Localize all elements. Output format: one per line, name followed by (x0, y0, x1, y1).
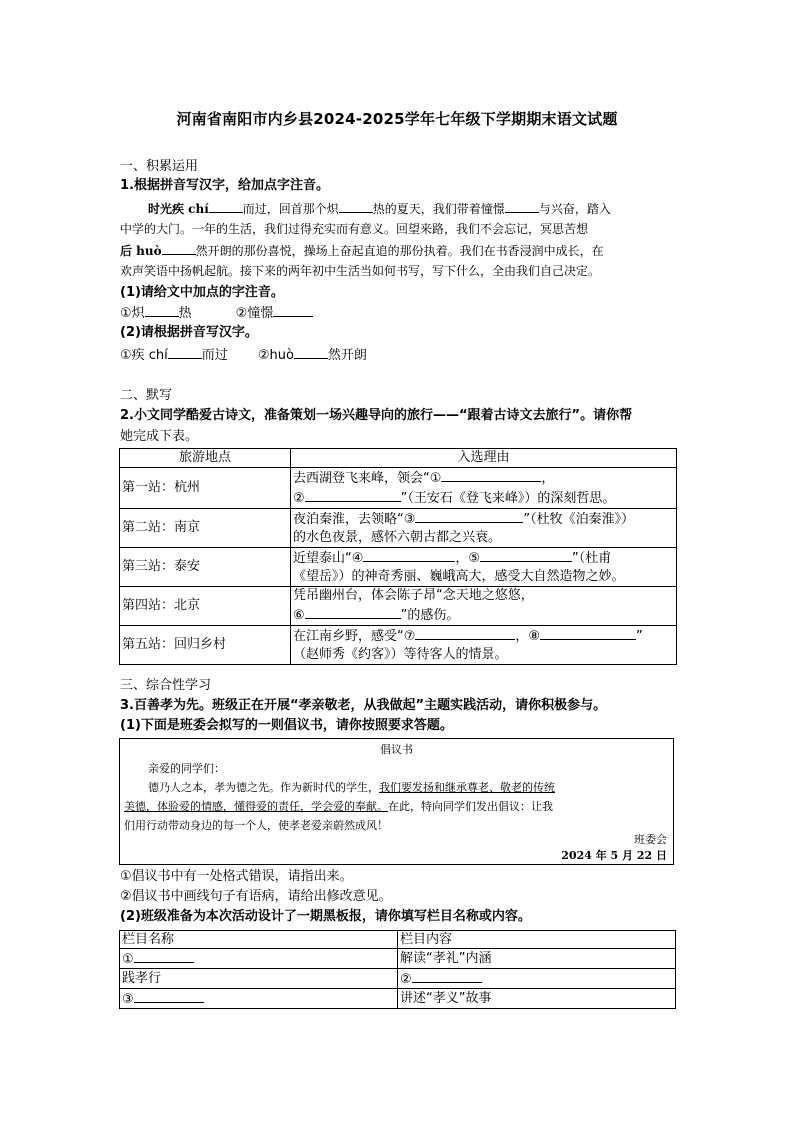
table-header: 栏目内容 (398, 931, 676, 949)
table-cell (120, 949, 398, 969)
letter-date: 2024 年 5 月 22 日 (561, 849, 667, 862)
table-cell-place: 第五站：回归乡村 (120, 626, 291, 665)
blank (305, 488, 401, 502)
blank (294, 345, 328, 359)
passage-text: 与兴奋，踏入 (538, 202, 611, 216)
underlined-sentence: 我们要发扬和继承尊老、敬老的传统 (379, 781, 555, 794)
table-header-row (120, 449, 677, 468)
table-row (120, 626, 677, 665)
table-header: 栏目名称 (120, 931, 398, 949)
table-row (120, 548, 677, 587)
table-header: 入选理由 (291, 449, 677, 468)
reason-text: ，⑤ (455, 551, 481, 566)
table-cell: 解读“孝礼”内涵 (398, 949, 676, 969)
table-row (120, 949, 676, 969)
letter-title: 倡议书 (380, 743, 413, 756)
proposal-letter-box (119, 738, 674, 865)
blank (415, 626, 515, 640)
blank (134, 949, 194, 963)
reason-text: 去西湖登飞来峰，领会“① (293, 471, 442, 486)
item-text: ①炽 (120, 306, 145, 321)
page-title: 河南省南阳市内乡县2024-2025学年七年级下学期期末语文试题 (176, 110, 618, 128)
letter-signer: 班委会 (634, 833, 667, 846)
reason-text: 在江南乡野，感受“⑦ (293, 629, 416, 644)
letter-paragraph-line: 们用行动带动身边的每一个人，使孝老爱亲蔚然成风！ (124, 819, 388, 832)
blank (305, 605, 401, 619)
table-cell-place: 第三站：泰安 (120, 548, 291, 587)
reason-text: ”（杜牧《泊秦淮》） (523, 512, 635, 527)
table-row (120, 587, 677, 626)
blank (412, 969, 482, 983)
reason-text: ② (293, 491, 305, 506)
table-row (120, 969, 676, 989)
table-cell-reason (291, 509, 677, 548)
blank (134, 989, 204, 1003)
blank (505, 199, 539, 213)
blank (145, 303, 179, 317)
passage-line-4: 欢声笑语中扬帆起航。接下来的两年初中生活当如何书写，写下什么，全由我们自己决定。 (120, 264, 601, 278)
blank (415, 509, 523, 523)
reason-text: （赵师秀《约客》）等待客人的情景。 (293, 647, 508, 662)
question-1: 1.根据拼音写汉字，给加点字注音。 (120, 178, 329, 193)
letter-paragraph-line (124, 799, 553, 815)
question-2-cont: 她完成下表。 (120, 429, 199, 444)
item-text: ②憧憬 (235, 306, 274, 321)
reason-text: 近望泰山“④ (293, 551, 364, 566)
item-text: ①疾 chí (120, 348, 168, 363)
question-3: 3.百善孝为先。班级正在开展“孝亲敬老，从我做起”主题实践活动，请你积极参与。 (120, 698, 607, 713)
table-header: 旅游地点 (120, 449, 291, 468)
reason-text: 夜泊秦淮，去领略“③ (293, 512, 416, 527)
table-cell (120, 989, 398, 1009)
subquestion-3-2: (2)班级准备为本次活动设计了一期黑板报，请你填写栏目名称或内容。 (120, 909, 531, 924)
blank (441, 468, 541, 482)
table-cell: 践孝行 (120, 969, 398, 989)
cell-text: ① (122, 952, 134, 967)
passage-text: 热的夏天，我们带着憧憬 (372, 202, 505, 216)
section2-heading: 二、默写 (120, 388, 173, 403)
reason-text: ”的感伤。 (400, 608, 460, 623)
subquestion-3-1-b: ②倡议书中画线句子有语病，请给出修改意见。 (120, 889, 392, 904)
passage-line-3 (120, 241, 604, 260)
table-cell-reason (291, 468, 677, 509)
passage-text: 而过，回首那个炽 (242, 202, 339, 216)
table-row (120, 509, 677, 548)
blank (209, 199, 243, 213)
table-cell-reason (291, 587, 677, 626)
subquestion-3-1: (1)下面是班委会拟写的一则倡议书，请你按照要求答题。 (120, 718, 453, 733)
table-cell-place: 第四站：北京 (120, 587, 291, 626)
cell-text: ③ (122, 992, 134, 1007)
blank (540, 626, 636, 640)
reason-text: 的水色夜景，感怀六朝古都之兴衰。 (293, 530, 502, 545)
travel-table (119, 448, 677, 665)
table-cell-reason (291, 626, 677, 665)
table-cell-reason (291, 548, 677, 587)
letter-paragraph-line (148, 780, 555, 796)
blank (339, 199, 373, 213)
subquestion-1-2: (2)请根据拼音写汉字。 (120, 325, 258, 340)
blackboard-table (119, 930, 676, 1009)
reason-text: ⑥ (293, 608, 305, 623)
item-text: 而过 (201, 348, 228, 363)
passage-line-1 (148, 199, 611, 218)
letter-text: 德乃人之本，孝为德之先。作为新时代的学生， (148, 781, 379, 794)
passage-text: 然开朗的那份喜悦，操场上奋起直追的那份执着。我们在书香浸润中成长，在 (195, 244, 604, 258)
reason-text: ” (636, 629, 643, 644)
reason-text: ， (541, 471, 555, 486)
table-cell: 讲述“孝义”故事 (398, 989, 676, 1009)
table-header-row (120, 931, 676, 949)
subquestion-3-1-a: ①倡议书中有一处格式错误，请指出来。 (120, 869, 353, 884)
item-text: 然开朗 (327, 348, 367, 363)
item-text: 热 (178, 306, 192, 321)
table-cell (398, 969, 676, 989)
table-row (120, 468, 677, 509)
item-text: ②huò (257, 348, 294, 363)
reason-text: 凭吊幽州台，体会陈子昂“念天地之悠悠， (293, 588, 534, 603)
passage-text: 后 huò (120, 244, 162, 258)
subquestion-1-1-items (120, 303, 313, 323)
underlined-sentence: 美德，体验爱的情感，懂得爱的责任，学会爱的奉献。 (124, 800, 388, 813)
blank (162, 241, 196, 255)
passage-text: 时光疾 chí (148, 202, 209, 216)
blank (480, 548, 572, 562)
reason-text: ，⑧ (515, 629, 541, 644)
reason-text: ”（杜甫 (572, 551, 612, 566)
reason-text: 《望岳》）的神奇秀丽、巍峨高大，感受大自然造物之妙。 (293, 569, 625, 584)
section3-heading: 三、综合性学习 (120, 678, 212, 693)
passage-line-2: 中学的大门。一年的生活，我们过得充实而有意义。回望来路，我们不会忘记，冥思苦想 (120, 222, 589, 236)
blank (168, 345, 202, 359)
table-row (120, 989, 676, 1009)
subquestion-1-1: (1)请给文中加点的字注音。 (120, 285, 284, 300)
reason-text: ”（王安石《登飞来峰》）的深刻哲思。 (400, 491, 616, 506)
table-cell-place: 第一站：杭州 (120, 468, 291, 509)
table-cell-place: 第二站：南京 (120, 509, 291, 548)
section1-heading: 一、积累运用 (120, 159, 199, 174)
question-2: 2.小文同学酷爱古诗文，准备策划一场兴趣导向的旅行——“跟着古诗文去旅行”。请你帮 (120, 408, 633, 423)
cell-text: ② (400, 972, 412, 987)
letter-text: 在此，特向同学们发出倡议：让我 (388, 800, 553, 813)
blank (363, 548, 455, 562)
blank (273, 303, 313, 317)
letter-greeting: 亲爱的同学们： (148, 762, 225, 775)
subquestion-1-2-items (120, 345, 367, 365)
